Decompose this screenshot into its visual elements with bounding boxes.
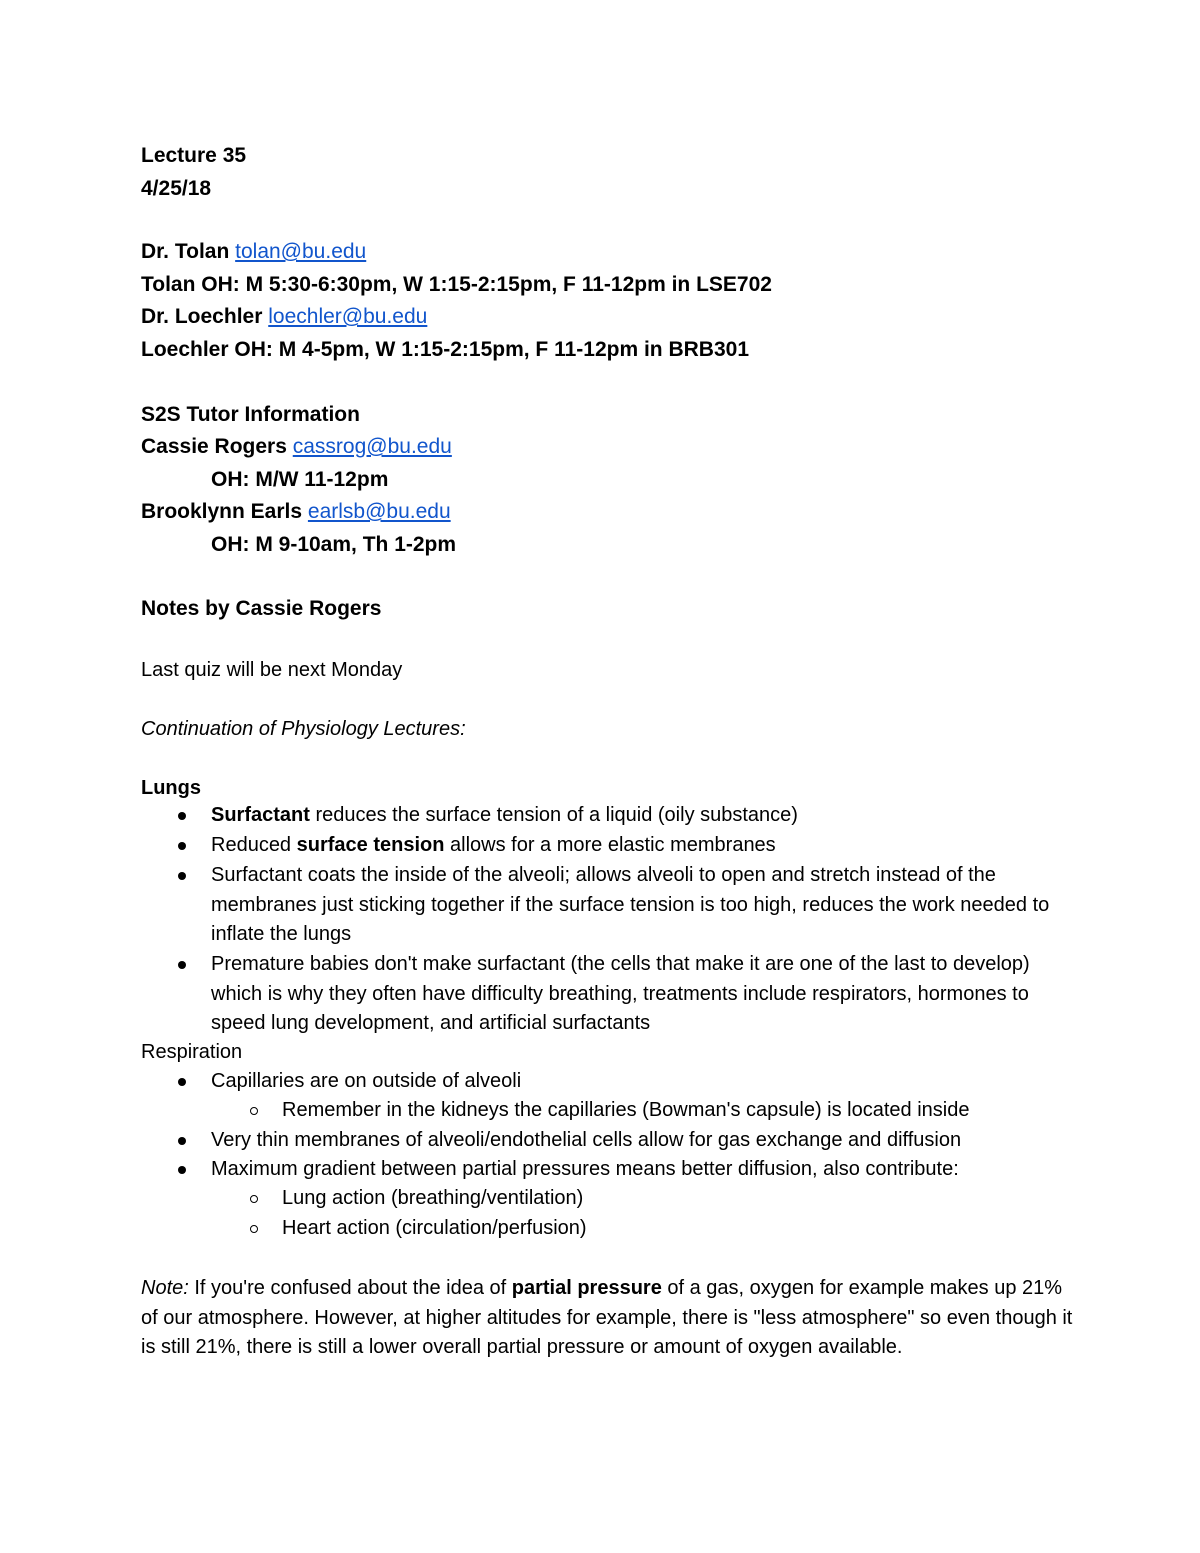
bullet-dot <box>178 872 186 880</box>
respiration-sub-2: Lung action (breathing/ventilation) <box>282 1187 584 1209</box>
bullet-dot <box>178 1166 186 1174</box>
cassie-name: Cassie Rogers <box>141 435 287 458</box>
cassie-contact <box>141 435 452 459</box>
quiz-note: Last quiz will be next Monday <box>141 659 403 681</box>
notes-by: Notes by Cassie Rogers <box>141 597 382 620</box>
loechler-office-hours: Loechler OH: M 4-5pm, W 1:15-2:15pm, F 11-12pm in BRB301 <box>141 338 749 361</box>
brooklynn-name: Brooklynn Earls <box>141 500 303 523</box>
bullet-dot <box>178 1137 186 1145</box>
brooklynn-contact <box>141 500 451 524</box>
respiration-sub-1: Remember in the kidneys the capillaries (Bowman's capsule) is located inside <box>282 1099 970 1121</box>
bold-term: Surfactant <box>211 804 310 826</box>
cassie-office-hours: OH: M/W 11-12pm <box>211 468 389 491</box>
continuation-note: Continuation of Physiology Lectures: <box>141 718 466 740</box>
loechler-contact <box>141 305 427 329</box>
note-label: Note: <box>141 1277 189 1299</box>
respiration-bullet-1: Capillaries are on outside of alveoli <box>211 1070 522 1092</box>
tolan-contact <box>141 240 366 264</box>
cassie-email-link[interactable]: cassrog@bu.edu <box>292 435 452 458</box>
respiration-bullet-2: Very thin membranes of alveoli/endothelial cells allow for gas exchange and diffusion <box>211 1129 962 1151</box>
respiration-heading: Respiration <box>141 1041 243 1063</box>
loechler-email-link[interactable]: loechler@bu.edu <box>268 305 428 328</box>
circle-bullet <box>250 1107 258 1115</box>
bold-term: surface tension <box>296 834 445 856</box>
lecture-title: Lecture 35 <box>141 144 247 167</box>
lungs-bullet-4: Premature babies don't make surfactant (the cells that make it are one of the last to develop) which is why they often have difficulty breathing, treatments include respirators, hormones to speed lung development, and artificial surfactants <box>211 953 1030 1035</box>
bullet-dot <box>178 812 186 820</box>
circle-bullet <box>250 1225 258 1233</box>
brooklynn-email-link[interactable]: earlsb@bu.edu <box>307 500 451 523</box>
lungs-bullet-3: Surfactant coats the inside of the alveoli; allows alveoli to open and stretch instead of the membranes just sticking together if the surface tension is too high, reduces the work needed to inflate the lungs <box>211 864 1050 946</box>
brooklynn-office-hours: OH: M 9-10am, Th 1-2pm <box>211 533 457 556</box>
bullet-text: reduces the surface tension of a liquid (oily substance) <box>309 804 798 826</box>
loechler-name: Dr. Loechler <box>141 305 263 328</box>
bullet-text: allows for a more elastic membranes <box>444 834 776 856</box>
lungs-heading: Lungs <box>141 777 201 799</box>
bullet-dot <box>178 1078 186 1086</box>
respiration-bullet-3: Maximum gradient between partial pressures means better diffusion, also contribute: <box>211 1158 959 1180</box>
respiration-sub-3: Heart action (circulation/perfusion) <box>282 1217 587 1239</box>
bullet-text: Reduced <box>211 834 297 856</box>
tolan-office-hours: Tolan OH: M 5:30-6:30pm, W 1:15-2:15pm, F 11-12pm in LSE702 <box>141 273 772 296</box>
bullet-dot <box>178 961 186 969</box>
circle-bullet <box>250 1195 258 1203</box>
tutor-heading: S2S Tutor Information <box>141 403 360 426</box>
tolan-email-link[interactable]: tolan@bu.edu <box>235 240 367 263</box>
lungs-bullet-2 <box>211 831 1081 861</box>
lungs-bullet-1 <box>211 801 1081 831</box>
note-text: of a gas, oxygen for example makes up 21% of our atmosphere. However, at higher altitudes for example, there is "less atmosphere" so even though it is still 21%, there is still a lower overall partial pressure or amount of oxygen available. <box>141 1277 1073 1359</box>
partial-pressure-note <box>141 1274 1081 1363</box>
note-text: If you're confused about the idea of <box>188 1277 512 1299</box>
lecture-date: 4/25/18 <box>141 177 212 200</box>
bold-term: partial pressure <box>511 1277 662 1299</box>
tolan-name: Dr. Tolan <box>141 240 230 263</box>
bullet-dot <box>178 842 186 850</box>
